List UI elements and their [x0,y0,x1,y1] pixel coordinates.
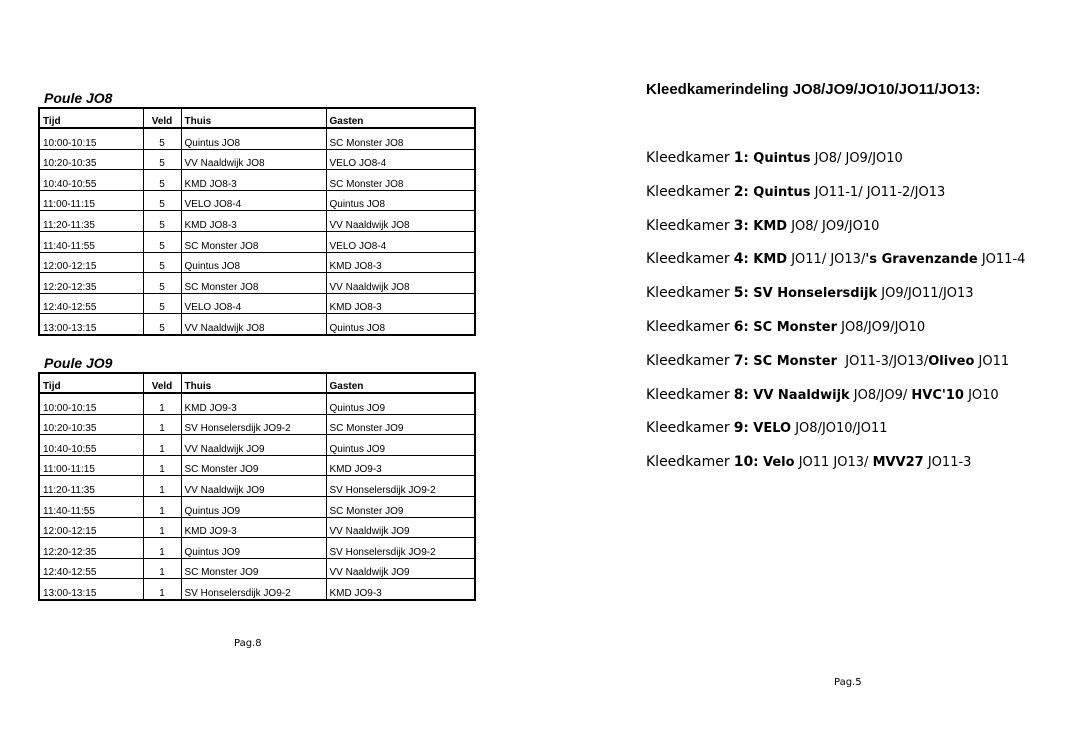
cell-gasten: VELO JO8-4 [326,149,475,170]
table-header-row [39,373,475,393]
kleedkamer-club: MVV27 [872,455,924,471]
kleedkamer-club: : [743,387,754,403]
cell-thuis: SV Honselersdijk JO9-2 [181,579,326,600]
cell-veld: 5 [143,252,181,273]
kleedkamer-label: Kleedkamer [646,420,730,437]
kleedkamer-teams: JO8/JO10/JO11 [791,421,888,437]
poule-jo8-schedule-table [38,107,476,336]
cell-tijd: 11:40-11:55 [39,496,143,517]
kleedkamer-club: SV Honselersdijk [753,286,878,302]
table-row [39,273,475,294]
kleedkamer-club: : [753,455,763,471]
cell-tijd: 12:20-12:35 [39,538,143,559]
column-header-veld: Veld [143,373,181,393]
cell-thuis: VV Naaldwijk JO9 [181,476,326,497]
kleedkamer-item [646,420,1025,454]
kleedkamer-number: 4 [733,251,744,268]
kleedkamer-number: 2 [733,183,744,200]
cell-tijd: 11:00-11:15 [39,455,143,476]
kleedkamer-club: Quintus [753,151,811,166]
table-row [39,190,475,211]
table-header-row [39,108,475,128]
cell-gasten: Quintus JO9 [326,435,475,456]
kleedkamer-label: Kleedkamer [646,318,730,335]
cell-tijd: 12:00-12:15 [39,517,143,538]
table-row [39,579,475,600]
cell-thuis: Quintus JO8 [181,128,326,149]
cell-gasten: VV Naaldwijk JO8 [326,273,475,294]
cell-tijd: 12:40-12:55 [39,293,143,314]
kleedkamer-title: Kleedkamerindeling JO8/JO9/JO10/JO11/JO13: [646,81,981,98]
kleedkamer-club: : [743,286,754,302]
cell-tijd: 10:40-10:55 [39,170,143,191]
kleedkamer-list [646,150,1025,488]
cell-thuis: VELO JO8-4 [181,293,326,314]
cell-veld: 1 [143,476,181,497]
cell-thuis: KMD JO8-3 [181,170,326,191]
kleedkamer-club: : [743,353,754,369]
cell-gasten: SV Honselersdijk JO9-2 [326,538,475,559]
kleedkamer-teams: JO8/JO9/JO10 [837,319,926,335]
cell-gasten: VV Naaldwijk JO8 [326,211,475,232]
table-row [39,538,475,559]
cell-thuis: VV Naaldwijk JO8 [181,149,326,170]
kleedkamer-label: Kleedkamer [646,251,730,268]
cell-thuis: VELO JO8-4 [181,190,326,211]
column-header-thuis: Thuis [181,373,326,393]
table-row [39,558,475,579]
cell-gasten: VV Naaldwijk JO9 [326,558,475,579]
cell-thuis: KMD JO8-3 [181,211,326,232]
kleedkamer-item [646,218,1025,252]
cell-veld: 1 [143,538,181,559]
table-row [39,314,475,335]
kleedkamer-label: Kleedkamer [646,217,730,234]
kleedkamer-teams: JO11-3/JO13/ [837,353,929,369]
cell-tijd: 12:40-12:55 [39,558,143,579]
kleedkamer-club: SC Monster [753,319,837,335]
table-row [39,476,475,497]
kleedkamer-club: : [743,184,754,200]
kleedkamer-item [646,353,1025,387]
cell-gasten: SC Monster JO8 [326,128,475,149]
kleedkamer-club: : [743,319,754,335]
cell-tijd: 10:20-10:35 [39,414,143,435]
cell-veld: 5 [143,231,181,252]
cell-thuis: VV Naaldwijk JO9 [181,435,326,456]
cell-veld: 5 [143,128,181,149]
kleedkamer-club: 's Gravenzande [865,252,978,268]
kleedkamer-teams: JO11-3 [923,455,972,471]
kleedkamer-teams: JO11/ JO13/ [787,252,866,268]
cell-thuis: KMD JO9-3 [181,393,326,414]
cell-tijd: 13:00-13:15 [39,579,143,600]
cell-tijd: 11:20-11:35 [39,476,143,497]
kleedkamer-number: 3 [733,217,744,234]
kleedkamer-number: 10 [733,454,754,471]
poule-jo9-schedule-table [38,372,476,601]
page-number-left: Pag.8 [234,638,262,649]
kleedkamer-label: Kleedkamer [646,285,730,302]
cell-gasten: SV Honselersdijk JO9-2 [326,476,475,497]
cell-tijd: 12:00-12:15 [39,252,143,273]
cell-thuis: SV Honselersdijk JO9-2 [181,414,326,435]
cell-thuis: KMD JO9-3 [181,517,326,538]
cell-veld: 1 [143,517,181,538]
cell-thuis: SC Monster JO8 [181,231,326,252]
kleedkamer-number: 6 [733,318,744,335]
kleedkamer-teams: JO8/JO9/ [849,387,912,403]
column-header-tijd: Tijd [39,108,143,128]
cell-veld: 5 [143,170,181,191]
kleedkamer-item [646,150,1025,184]
table-row [39,517,475,538]
cell-veld: 1 [143,579,181,600]
kleedkamer-item [646,285,1025,319]
cell-tijd: 11:00-11:15 [39,190,143,211]
table-row [39,170,475,191]
table-row [39,252,475,273]
column-header-gasten: Gasten [326,373,475,393]
table-row [39,231,475,252]
kleedkamer-label: Kleedkamer [646,150,730,166]
kleedkamer-teams: JO8/ JO9/JO10 [787,218,880,234]
kleedkamer-label: Kleedkamer [646,352,730,369]
cell-gasten: Quintus JO9 [326,393,475,414]
cell-veld: 1 [143,414,181,435]
kleedkamer-club: SC Monster [753,353,837,369]
kleedkamer-item [646,454,1025,488]
kleedkamer-number: 1 [733,150,744,166]
cell-gasten: SC Monster JO8 [326,170,475,191]
kleedkamer-label: Kleedkamer [646,454,730,471]
column-header-gasten: Gasten [326,108,475,128]
kleedkamer-club: Oliveo [928,353,975,369]
column-header-veld: Veld [143,108,181,128]
cell-thuis: SC Monster JO9 [181,455,326,476]
cell-gasten: VELO JO8-4 [326,231,475,252]
cell-gasten: KMD JO8-3 [326,252,475,273]
cell-gasten: KMD JO9-3 [326,455,475,476]
kleedkamer-item [646,251,1025,285]
kleedkamer-club: : [743,252,754,268]
table-row [39,496,475,517]
cell-veld: 5 [143,149,181,170]
kleedkamer-teams: JO11 [974,353,1010,369]
cell-veld: 1 [143,393,181,414]
cell-tijd: 10:00-10:15 [39,128,143,149]
kleedkamer-club: HVC'10 [911,387,964,403]
kleedkamer-label: Kleedkamer [646,386,730,403]
cell-tijd: 10:00-10:15 [39,393,143,414]
cell-tijd: 13:00-13:15 [39,314,143,335]
cell-veld: 1 [143,455,181,476]
cell-veld: 1 [143,435,181,456]
cell-veld: 5 [143,190,181,211]
kleedkamer-club: : [743,218,754,234]
column-header-tijd: Tijd [39,373,143,393]
table-row [39,211,475,232]
cell-veld: 5 [143,293,181,314]
kleedkamer-club: : [743,151,754,166]
page-number-right: Pag.5 [834,677,862,688]
cell-thuis: Quintus JO8 [181,252,326,273]
table-row [39,393,475,414]
kleedkamer-number: 8 [733,386,744,403]
table-row [39,414,475,435]
cell-veld: 5 [143,314,181,335]
cell-veld: 1 [143,496,181,517]
table-row [39,435,475,456]
cell-gasten: VV Naaldwijk JO9 [326,517,475,538]
kleedkamer-teams: JO10 [963,387,999,403]
kleedkamer-number: 7 [733,352,744,369]
cell-veld: 5 [143,273,181,294]
kleedkamer-club: VELO [753,421,792,437]
kleedkamer-label: Kleedkamer [646,183,730,200]
kleedkamer-teams: JO8/ JO9/JO10 [810,151,903,166]
cell-thuis: Quintus JO9 [181,538,326,559]
kleedkamer-teams: JO11-1/ JO11-2/JO13 [810,184,946,200]
cell-gasten: KMD JO8-3 [326,293,475,314]
kleedkamer-item [646,319,1025,353]
cell-tijd: 10:20-10:35 [39,149,143,170]
kleedkamer-number: 5 [733,285,744,302]
kleedkamer-club: Quintus [753,184,811,200]
cell-gasten: Quintus JO8 [326,190,475,211]
table-row [39,128,475,149]
cell-thuis: SC Monster JO9 [181,558,326,579]
cell-gasten: KMD JO9-3 [326,579,475,600]
kleedkamer-number: 9 [733,420,744,437]
table-row [39,455,475,476]
cell-tijd: 10:40-10:55 [39,435,143,456]
kleedkamer-teams: JO9/JO11/JO13 [877,286,974,302]
cell-tijd: 11:40-11:55 [39,231,143,252]
kleedkamer-item [646,184,1025,218]
table-row [39,149,475,170]
cell-tijd: 12:20-12:35 [39,273,143,294]
kleedkamer-club: Velo [763,455,795,471]
column-header-thuis: Thuis [181,108,326,128]
kleedkamer-teams: JO11 JO13/ [794,455,873,471]
cell-gasten: SC Monster JO9 [326,496,475,517]
kleedkamer-club: VV Naaldwijk [753,387,850,403]
cell-veld: 5 [143,211,181,232]
kleedkamer-teams: JO11-4 [977,252,1026,268]
cell-veld: 1 [143,558,181,579]
cell-gasten: SC Monster JO9 [326,414,475,435]
poule-jo9-title: Poule JO9 [44,355,113,371]
cell-thuis: VV Naaldwijk JO8 [181,314,326,335]
table-row [39,293,475,314]
cell-tijd: 11:20-11:35 [39,211,143,232]
poule-jo8-title: Poule JO8 [44,90,113,106]
cell-thuis: SC Monster JO8 [181,273,326,294]
cell-gasten: Quintus JO8 [326,314,475,335]
kleedkamer-club: : [743,421,754,437]
kleedkamer-item [646,387,1025,421]
kleedkamer-club: KMD [753,252,788,268]
cell-thuis: Quintus JO9 [181,496,326,517]
kleedkamer-club: KMD [753,218,788,234]
